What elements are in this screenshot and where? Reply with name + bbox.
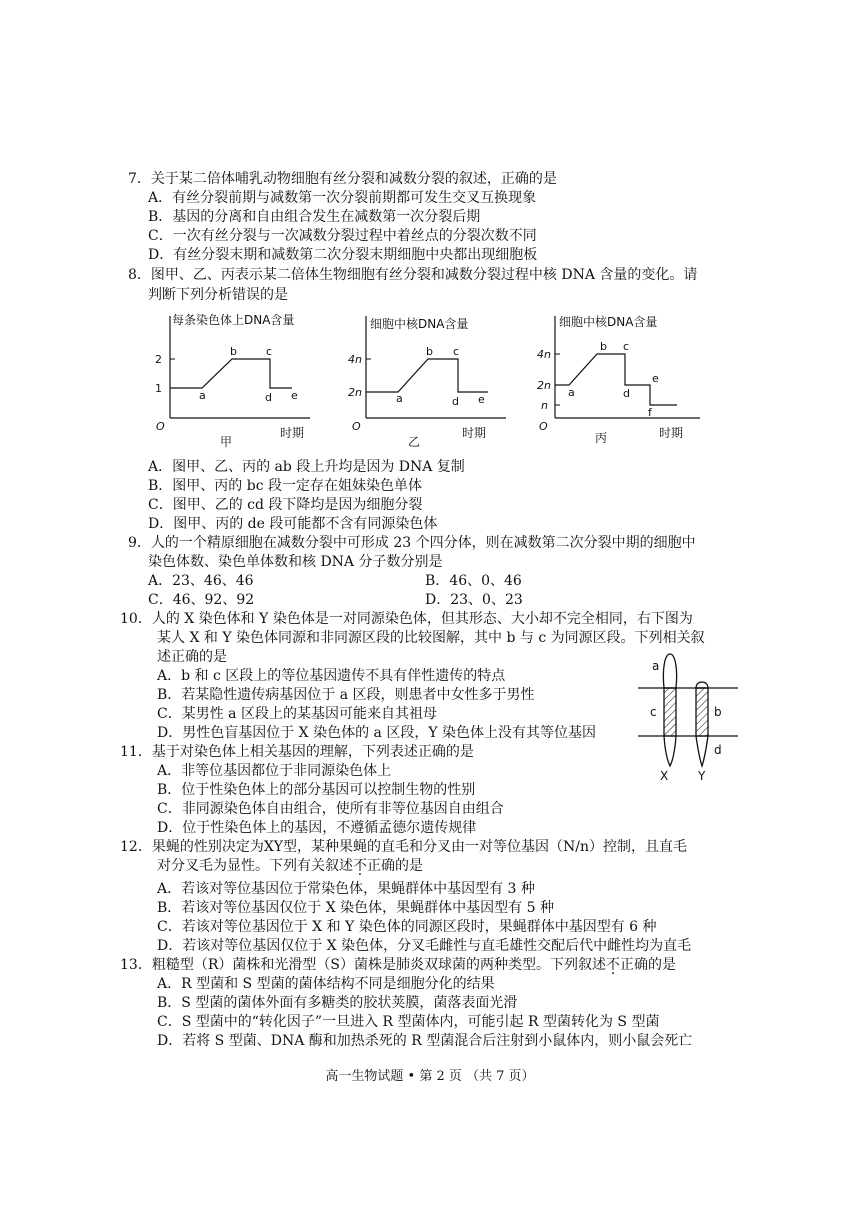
q11-option-c: C．非同源染色体自由组合，使所有非等位基因自由组合 xyxy=(157,801,504,817)
chart-yi-point-e: e xyxy=(478,393,485,406)
q10-stem-2: 某人 X 和 Y 染色体同源和非同源区段的比较图解，其中 b 与 c 为同源区段。下列相关叙 xyxy=(157,630,705,646)
chart-yi xyxy=(346,308,516,448)
chart-jia-ytick-1: 1 xyxy=(155,382,162,395)
q11-option-a: A．非等位基因都位于非同源染色体上 xyxy=(157,763,392,779)
xy-chromosome-figure xyxy=(638,648,743,788)
chart-bing-origin: O xyxy=(539,420,548,433)
chart-bing-xlabel: 时期 xyxy=(659,426,684,440)
q10-stem-3: 述正确的是 xyxy=(157,649,227,665)
q7-option-c: C．一次有丝分裂与一次减数分裂过程中着丝点的分裂次数不同 xyxy=(148,228,537,244)
chart-yi-point-b: b xyxy=(426,345,433,358)
xy-label-d: d xyxy=(714,743,722,757)
chart-yi-ytick-2n: 2n xyxy=(348,386,362,399)
q10-option-a: A．b 和 c 区段上的等位基因遗传不具有伴性遗传的特点 xyxy=(157,668,506,684)
q12-option-c: C．若该对等位基因位于 X 和 Y 染色体的同源区段时，果蝇群体中基因型有 6 种 xyxy=(157,919,657,935)
chart-jia-point-d: d xyxy=(265,391,272,404)
q10-option-b: B．若某隐性遗传病基因位于 a 区段，则患者中女性多于男性 xyxy=(157,687,535,703)
q8-option-b: B．图甲、丙的 bc 段一定存在姐妹染色单体 xyxy=(148,478,422,494)
chart-bing-point-c: c xyxy=(623,340,630,353)
chart-bing-point-b: b xyxy=(600,340,607,353)
q13-stem-pre: 13．粗糙型（R）菌株和光滑型（S）菌株是肺炎双球菌的两种类型。下列叙述 xyxy=(120,957,606,973)
chart-jia-origin: O xyxy=(156,420,165,433)
chart-jia-xlabel: 时期 xyxy=(280,426,305,440)
xy-label-a: a xyxy=(652,659,660,673)
chart-bing-ylabel: 细胞中核DNA含量 xyxy=(559,315,658,329)
chart-bing-ytick-n: n xyxy=(541,399,548,412)
chart-bing-name: 丙 xyxy=(595,431,608,445)
q12-option-a: A．若该对等位基因位于常染色体，果蝇群体中基因型有 3 种 xyxy=(157,881,535,897)
chart-yi-ytick-4n: 4n xyxy=(348,353,362,366)
q13-option-d: D．若将 S 型菌、DNA 酶和加热杀死的 R 型菌混合后注射到小鼠体内，则小鼠会死亡 xyxy=(157,1033,693,1049)
q12-stem-1: 12．果蝇的性别决定为XY型，某种果蝇的直毛和分叉由一对等位基因（N/n）控制，且直毛 xyxy=(120,839,688,855)
q8-option-c: C．图甲、乙的 cd 段下降均是因为细胞分裂 xyxy=(148,497,423,513)
q7-option-d: D．有丝分裂末期和减数第二次分裂末期细胞中央都出现细胞板 xyxy=(148,247,538,263)
chart-jia-point-a: a xyxy=(199,389,206,402)
chart-jia-ylabel: 每条染色体上DNA含量 xyxy=(172,313,295,327)
chart-yi-point-d: d xyxy=(452,395,459,408)
chart-yi-ylabel: 细胞中核DNA含量 xyxy=(370,317,469,331)
q9-option-b: B．46、0、46 xyxy=(425,573,522,589)
chart-yi-point-a: a xyxy=(396,392,403,405)
q12-stem-2-post: 正确的是 xyxy=(367,858,423,874)
q12-stem-2-pre: 对分叉毛为显性。下列有关叙述 xyxy=(157,858,353,874)
chart-yi-name: 乙 xyxy=(408,435,421,448)
q12-stem-2 xyxy=(157,857,423,875)
xy-label-b: b xyxy=(714,705,722,719)
q9-option-a: A．23、46、46 xyxy=(148,573,254,589)
xy-label-x: X xyxy=(660,769,669,783)
q10-option-d: D．男性色盲基因位于 X 染色体的 a 区段，Y 染色体上没有其等位基因 xyxy=(157,725,597,741)
q7-option-a: A．有丝分裂前期与减数第一次分裂前期都可发生交叉互换现象 xyxy=(148,190,537,206)
q8-stem-1: 8．图甲、乙、丙表示某二倍体生物细胞有丝分裂和减数分裂过程中核 DNA 含量的变化。请 xyxy=(128,267,698,283)
chart-bing-point-a: a xyxy=(568,386,575,399)
q10-option-c: C．某男性 a 区段上的某基因可能来自其祖母 xyxy=(157,706,437,722)
q13-option-b: B．S 型菌的菌体外面有多糖类的胶状荚膜，菌落表面光滑 xyxy=(157,995,518,1011)
page-footer: 高一生物试题 • 第 2 页 （共 7 页） xyxy=(325,1069,535,1084)
chart-bing-ytick-2n: 2n xyxy=(537,379,551,392)
chart-yi-xlabel: 时期 xyxy=(462,426,487,440)
chart-bing xyxy=(535,308,715,448)
q11-option-b: B．位于性染色体上的部分基因可以控制生物的性别 xyxy=(157,782,476,798)
q10-stem-1: 10．人的 X 染色体和 Y 染色体是一对同源染色体，但其形态、大小却不完全相同，右下图为 xyxy=(120,611,693,627)
chart-yi-origin: O xyxy=(352,420,361,433)
chart-bing-point-d: d xyxy=(623,387,630,400)
q13-option-c: C．S 型菌中的“转化因子”一旦进入 R 型菌体内，可能引起 R 型菌转化为 S 型菌 xyxy=(157,1014,660,1030)
chart-yi-point-c: c xyxy=(453,345,460,358)
q9-stem-1: 9．人的一个精原细胞在减数分裂中可形成 23 个四分体，则在减数第二次分裂中期的细胞中 xyxy=(128,535,696,551)
chart-jia-ytick-2: 2 xyxy=(155,353,162,366)
q12-emphasis-mark: 不 xyxy=(353,858,367,874)
q9-option-c: C．46、92、92 xyxy=(148,592,255,608)
chart-jia-name: 甲 xyxy=(220,435,233,448)
q13-emphasis-mark: 不 xyxy=(605,957,620,973)
q9-option-d: D．23、0、23 xyxy=(425,592,523,608)
q9-stem-2: 染色体数、染色单体数和核 DNA 分子数分别是 xyxy=(148,554,443,570)
q12-option-b: B．若该对等位基因仅位于 X 染色体，果蝇群体中基因型有 5 种 xyxy=(157,900,554,916)
chart-bing-point-f: f xyxy=(648,406,652,419)
xy-label-c: c xyxy=(650,705,657,719)
xy-label-y: Y xyxy=(698,769,706,783)
chart-bing-point-e: e xyxy=(652,372,659,385)
q7-stem: 7．关于某二倍体哺乳动物细胞有丝分裂和减数分裂的叙述，正确的是 xyxy=(128,171,557,187)
chart-jia-point-c: c xyxy=(266,345,273,358)
q8-option-d: D．图甲、丙的 de 段可能都不含有同源染色体 xyxy=(148,516,438,532)
q8-stem-2: 判断下列分析错误的是 xyxy=(148,287,288,303)
q8-option-a: A．图甲、乙、丙的 ab 段上升均是因为 DNA 复制 xyxy=(148,459,465,475)
q7-option-b: B．基因的分离和自由组合发生在减数第一次分裂后期 xyxy=(148,209,481,225)
chart-bing-ytick-4n: 4n xyxy=(537,348,551,361)
q13-option-a: A．R 型菌和 S 型菌的菌体结构不同是细胞分化的结果 xyxy=(157,976,495,992)
chart-jia xyxy=(150,308,320,448)
chart-jia-point-b: b xyxy=(230,345,237,358)
q13-stem xyxy=(120,956,676,974)
chart-jia-point-e: e xyxy=(291,389,298,402)
q12-option-d: D．若该对等位基因仅位于 X 染色体，分叉毛雌性与直毛雄性交配后代中雌性均为直毛 xyxy=(157,938,692,954)
q13-stem-post: 正确的是 xyxy=(619,957,676,973)
q11-option-d: D．位于性染色体上的基因，不遵循孟德尔遗传规律 xyxy=(157,820,477,836)
q11-stem: 11．基于对染色体上相关基因的理解，下列表述正确的是 xyxy=(120,744,474,760)
